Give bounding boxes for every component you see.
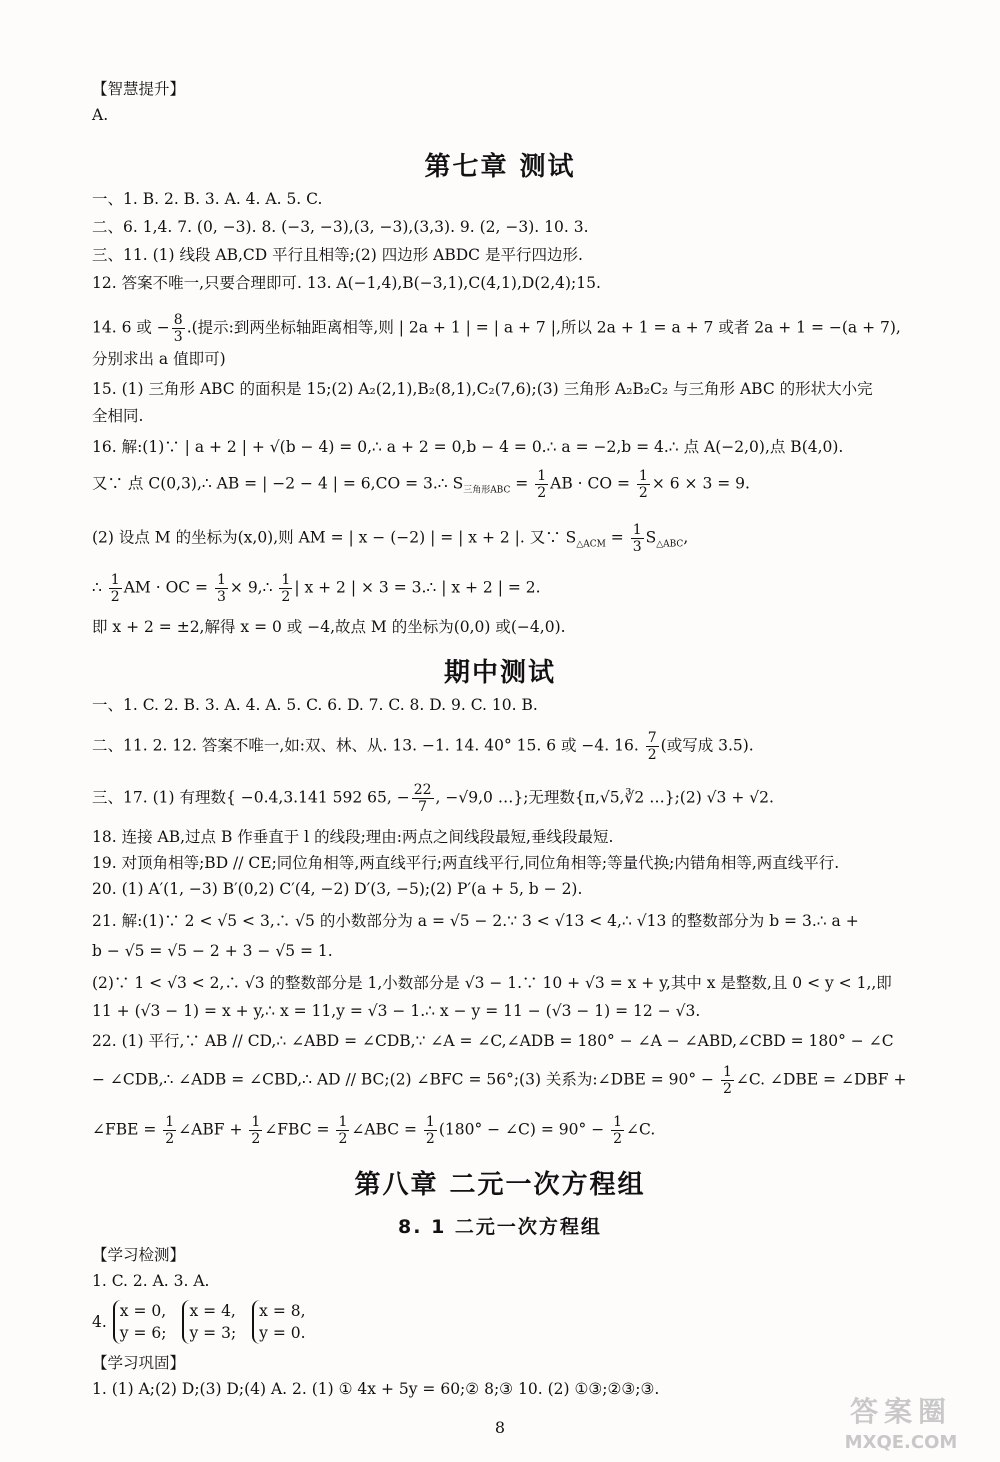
fraction: $\frac{1}{2}$ (537, 468, 547, 501)
mid-line-2: 二、11. 2. 12. 答案不唯一,如:双、林、从. 13. −1. 14. 40° 15. 6 或 −4. 16. $\frac{7}{2}$ (或写成 3.5). (92, 730, 754, 763)
fraction: $\frac{1}{2}$ (281, 572, 291, 605)
section-header: 【智慧提升】 (92, 80, 186, 98)
fraction: $\frac{1}{2}$ (722, 1064, 732, 1097)
mid-line-10: 11 + (√3 − 1) = x + y,∴ x = 11,y = √3 − 1.∴ x − y = 11 − (√3 − 1) = 12 − √3. (92, 1002, 701, 1020)
ch7-line-7: 15. (1) 三角形 ABC 的面积是 15;(2) A₂(2,1),B₂(8,1),C₂(7,6);(3) 三角形 A₂B₂C₂ 与三角形 ABC 的形状大小完 (92, 380, 873, 398)
mid-line-4: 18. 连接 AB,过点 B 作垂直于 l 的线段;理由:两点之间线段最短,垂线段最短. (92, 828, 614, 846)
mid-line-5: 19. 对顶角相等;BD // CE;同位角相等,两直线平行;两直线平行,同位角相等;等量代换;内错角相等,两直线平行. (92, 854, 840, 872)
ch7-line-6: 分别求出 a 值即可) (92, 350, 226, 368)
mid-line-8: b − √5 = √5 − 2 + 3 − √5 = 1. (92, 942, 333, 960)
equation-system: x = 0, y = 6; (113, 1300, 167, 1344)
ch8-line-2: 4.x = 0, y = 6;x = 4, y = 3;x = 8, y = 0. (92, 1302, 306, 1342)
ch7-line-12: ∴ $\frac{1}{2}$ AM · OC = $\frac{1}{3}$ × 9,∴ $\frac{1}{2}$ | x + 2 | × 3 = 3.∴ | x + 2 | = 2. (92, 572, 541, 605)
answer-line: A. (92, 106, 109, 124)
fraction: $\frac{1}{2}$ (613, 1114, 623, 1147)
mid-line-6: 20. (1) A′(1, −3) B′(0,2) C′(4, −2) D′(3, −5);(2) P′(a + 5, b − 2). (92, 880, 583, 898)
fraction: $\frac{22}{7}$ (413, 782, 432, 815)
fraction: $\frac{1}{2}$ (251, 1114, 261, 1147)
ch8-line-3: 1. (1) A;(2) D;(3) D;(4) A. 2. (1) ① 4x + 5y = 60;② 8;③ 10. (2) ①③;②③;③. (92, 1380, 660, 1398)
mid-line-12: − ∠CDB,∴ ∠ADB = ∠CBD,∴ AD // BC;(2) ∠BFC = 56°;(3) 关系为:∠DBE = 90° − $\frac{1}{2}$ ∠C. ∠DBE = ∠DBF + (92, 1064, 907, 1097)
section-header: 【学习检测】 (92, 1246, 186, 1264)
mid-line-9: (2)∵ 1 < √3 < 2,∴ √3 的整数部分是 1,小数部分是 √3 − 1.∵ 10 + √3 = x + y,其中 x 是整数,且 0 < y < 1,,即 (92, 974, 892, 992)
chapter-8-title: 第八章 二元一次方程组 (354, 1170, 646, 1200)
ch7-line-3: 三、11. (1) 线段 AB,CD 平行且相等;(2) 四边形 ABDC 是平行四边形. (92, 246, 583, 264)
ch7-line-2: 二、6. 1,4. 7. (0, −3). 8. (−3, −3),(3, −3),(3,3). 9. (2, −3). 10. 3. (92, 218, 589, 236)
section-header: 【学习巩固】 (92, 1354, 186, 1372)
watermark-logo: 答案圈 (849, 1395, 952, 1428)
equation-system: x = 4, y = 3; (182, 1300, 236, 1344)
chapter-7-title: 第七章 测试 (424, 152, 576, 182)
watermark (816, 1394, 986, 1454)
watermark-url: MXQE.COM (844, 1432, 958, 1453)
ch7-line-1: 一、1. B. 2. B. 3. A. 4. A. 5. C. (92, 190, 323, 208)
ch7-line-9: 16. 解:(1)∵ | a + 2 | + √(b − 4) = 0,∴ a + 2 = 0,b − 4 = 0.∴ a = −2,b = 4.∴ 点 A(−2,0),点 B(4,0). (92, 438, 844, 456)
fraction: $\frac{1}{3}$ (216, 572, 226, 605)
ch7-line-10: 又∵ 点 C(0,3),∴ AB = | −2 − 4 | = 6,CO = 3.∴ $S_{三角形ABC}$ = $\frac{1}{2}$ AB · CO = $\frac{1}{2}$ × 6 × 3 = 9. (92, 468, 750, 501)
mid-line-1: 一、1. C. 2. B. 3. A. 4. A. 5. C. 6. D. 7. C. 8. D. 9. C. 10. B. (92, 696, 538, 714)
midterm-title: 期中测试 (443, 658, 556, 688)
mid-line-11: 22. (1) 平行,∵ AB // CD,∴ ∠ABD = ∠CDB,∵ ∠A = ∠C,∠ADB = 180° − ∠A − ∠ABD,∠CBD = 180° − ∠C (92, 1032, 894, 1050)
ch8-line-1: 1. C. 2. A. 3. A. (92, 1272, 210, 1290)
equation-system: x = 8, y = 0. (252, 1300, 305, 1344)
mid-line-3: 三、17. (1) 有理数{ −0.4,3.141 592 65, − $\frac{22}{7}$ , −√9,0 …};无理数{π,√5,∛2 …};(2) √3 + √2. (92, 782, 774, 815)
section-8-1-title: 8. 1 二元一次方程组 (398, 1216, 602, 1238)
mid-line-7: 21. 解:(1)∵ 2 < √5 < 3,∴ √5 的小数部分为 a = √5 − 2.∵ 3 < √13 < 4,∴ √13 的整数部分为 b = 3.∴ a + (92, 912, 859, 930)
fraction: $\frac{1}{3}$ (632, 522, 642, 555)
ch7-line-4: 12. 答案不唯一,只要合理即可. 13. A(−1,4),B(−3,1),C(4,1),D(2,4);15. (92, 274, 601, 292)
fraction: $\frac{1}{2}$ (110, 572, 120, 605)
ch7-line-5: 14. 6 或 − $\frac{8}{3}$ .(提示:到两坐标轴距离相等,则 | 2a + 1 | = | a + 7 |,所以 2a + 1 = a + 7 或者 2a + 1 = −(a + 7), (92, 312, 901, 345)
mid-line-13: ∠FBE = $\frac{1}{2}$ ∠ABF + $\frac{1}{2}$ ∠FBC = $\frac{1}{2}$ ∠ABC = $\frac{1}{2}$ (180° − ∠C) = 90° − $\frac{1}{2}$ ∠C. (92, 1114, 656, 1147)
ch7-line-8: 全相同. (92, 407, 144, 425)
ch7-line-11: (2) 设点 M 的坐标为(x,0),则 AM = | x − (−2) | = | x + 2 |. 又∵ $S_{\triangle ACM}$ = $\frac{1}{3}$ $S_{\triangle ABC}$, (92, 522, 689, 555)
page-number: 8 (494, 1418, 506, 1437)
fraction: $\frac{7}{2}$ (647, 730, 657, 763)
ch7-line-13: 即 x + 2 = ±2,解得 x = 0 或 −4,故点 M 的坐标为(0,0) 或(−4,0). (92, 618, 566, 636)
fraction: $\frac{1}{2}$ (638, 468, 648, 501)
fraction: $\frac{8}{3}$ (173, 312, 183, 345)
fraction: $\frac{1}{2}$ (165, 1114, 175, 1147)
fraction: $\frac{1}{2}$ (338, 1114, 348, 1147)
fraction: $\frac{1}{2}$ (425, 1114, 435, 1147)
